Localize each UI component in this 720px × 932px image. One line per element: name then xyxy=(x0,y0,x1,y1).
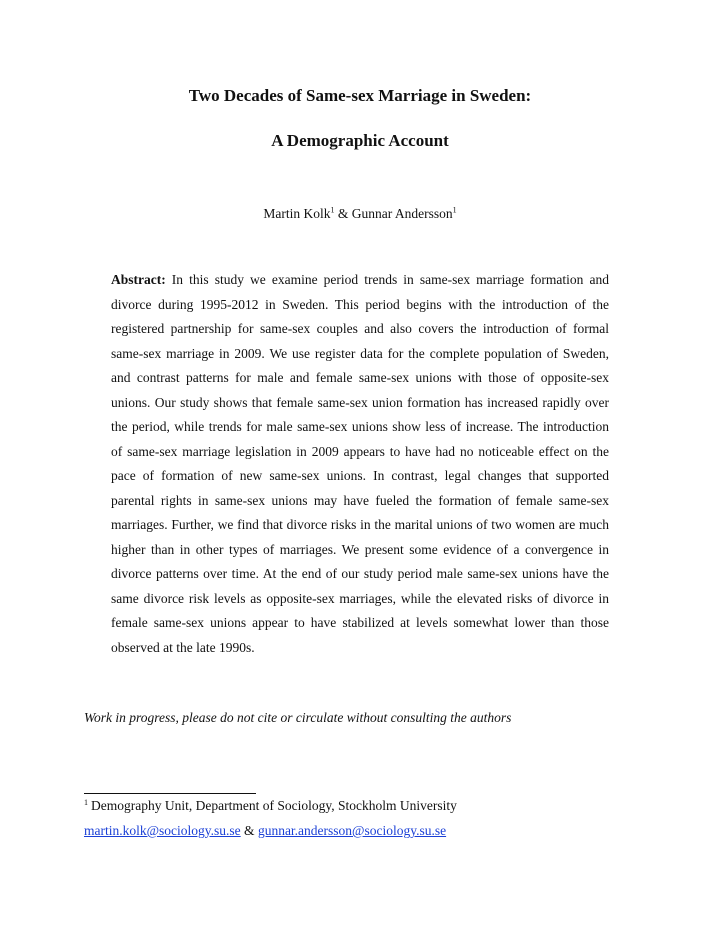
footnote-marker: 1 xyxy=(84,797,88,807)
affiliation-marker: 1 xyxy=(452,205,457,215)
email-link-andersson[interactable]: gunnar.andersson@sociology.su.se xyxy=(257,823,447,838)
abstract-text: In this study we examine period trends in same-sex marriage formation and divorce during 1995-2012 in Sweden. This period begins with the introduction of the registered partnership for same-sex couples and also covers the introduction of formal same-sex marriage in 2009. We use register data for the complete population of Sweden, and contrast patterns for male and female same-sex unions with those of opposite-sex unions. Our study shows that female same-sex union formation has increased rapidly over the period, while trends for male same-sex unions show less of increase. The introduction of same-sex marriage legislation in 2009 appears to have had no noticeable effect on the pace of formation of new same-sex unions. In contrast, legal changes that supported parental rights in same-sex unions may have fueled the formation of female same-sex marriages. Further, we find that divorce risks in the marital unions of two women are much higher than in other types of marriages. We present some evidence of a convergence in divorce patterns over time. At the end of our study period male same-sex unions have the same divorce risk levels as opposite-sex marriages, while the elevated risks of divorce in female same-sex unions appear to have stabilized at levels somewhat lower than those observed at the late 1990s. xyxy=(111,272,609,655)
footnote-divider xyxy=(84,793,256,794)
author-name: Martin Kolk xyxy=(263,206,331,221)
author-separator: & xyxy=(334,206,352,221)
abstract xyxy=(111,268,609,660)
paper-title-line1: Two Decades of Same-sex Marriage in Sweden: xyxy=(188,86,532,105)
abstract-label: Abstract: xyxy=(111,272,166,287)
email-link-kolk[interactable]: martin.kolk@sociology.su.se xyxy=(84,823,241,838)
affiliation-marker: 1 xyxy=(330,205,335,215)
email-separator: & xyxy=(240,823,258,838)
footnote-text: Demography Unit, Department of Sociology, Stockholm University xyxy=(91,798,457,813)
author-emails xyxy=(84,823,446,839)
author-list xyxy=(0,206,720,222)
footnote xyxy=(84,798,457,814)
work-in-progress-note: Work in progress, please do not cite or circulate without consulting the authors xyxy=(84,710,512,725)
paper-title-line2: A Demographic Account xyxy=(271,131,449,150)
author-name: Gunnar Andersson xyxy=(351,206,453,221)
